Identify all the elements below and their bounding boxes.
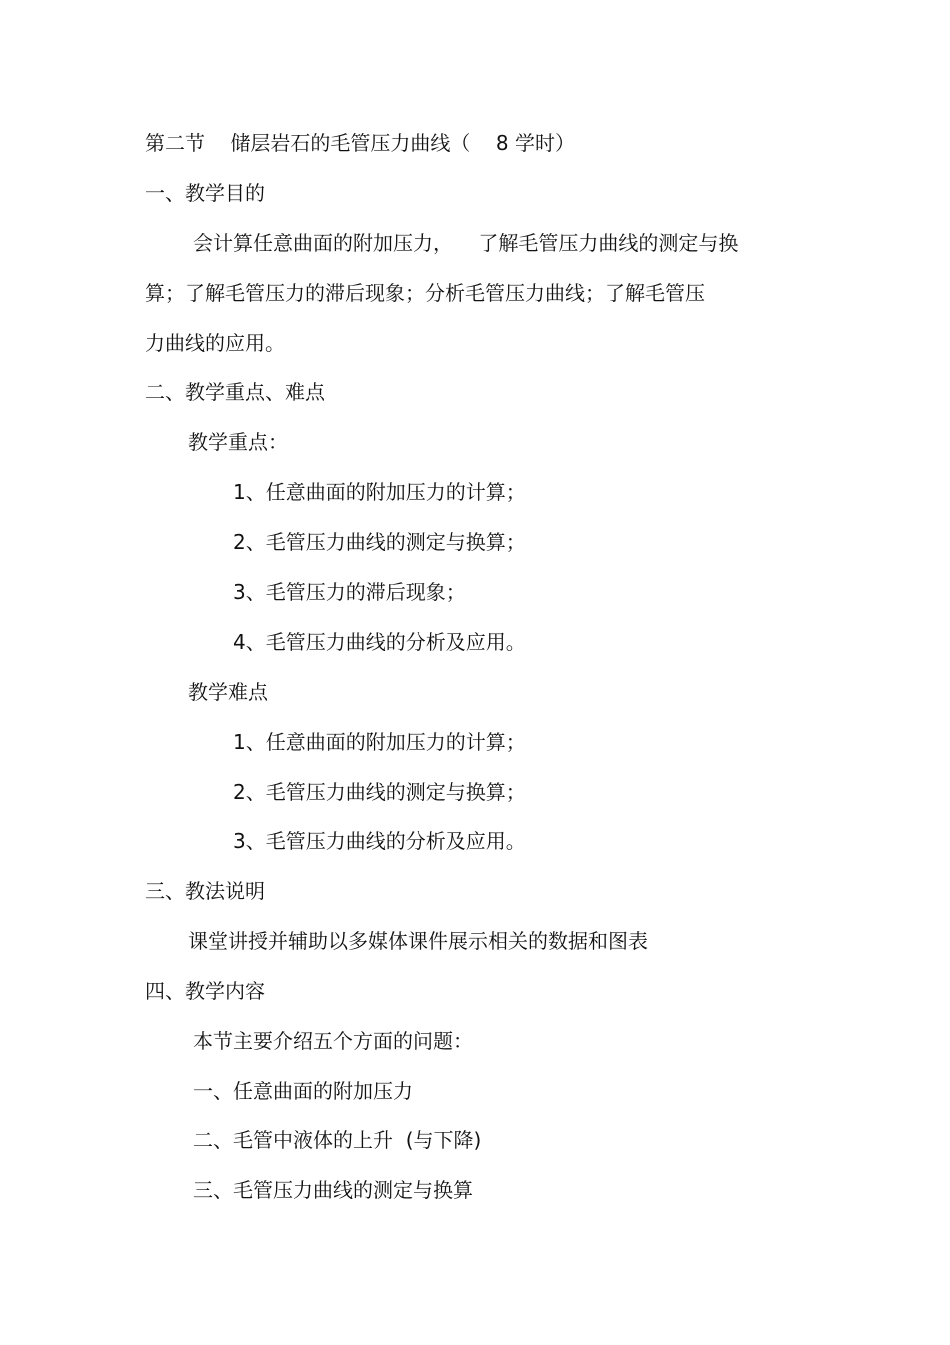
section-heading-content: 四、教学内容 xyxy=(145,979,265,1003)
difficult-point-item: 3、毛管压力曲线的分析及应用。 xyxy=(233,829,526,853)
key-point-item: 2、毛管压力曲线的测定与换算； xyxy=(233,530,526,554)
content-item: 二、毛管中液体的上升 (与下降) xyxy=(193,1128,482,1152)
section-heading-method: 三、教法说明 xyxy=(145,879,265,903)
key-point-item: 3、毛管压力的滞后现象； xyxy=(233,580,466,604)
section-heading-key-points: 二、教学重点、难点 xyxy=(145,380,325,404)
difficult-point-item: 1、任意曲面的附加压力的计算； xyxy=(233,730,526,754)
key-points-label: 教学重点： xyxy=(188,430,288,454)
key-point-item: 4、毛管压力曲线的分析及应用。 xyxy=(233,630,526,654)
key-point-item: 1、任意曲面的附加压力的计算； xyxy=(233,480,526,504)
section-heading-objectives: 一、教学目的 xyxy=(145,181,265,205)
objectives-paragraph-line: 会计算任意曲面的附加压力， 了解毛管压力曲线的测定与换 xyxy=(193,231,739,255)
content-item: 三、毛管压力曲线的测定与换算 xyxy=(193,1178,473,1202)
difficult-points-label: 教学难点 xyxy=(188,680,268,704)
page-title: 第二节 储层岩石的毛管压力曲线（ 8 学时） xyxy=(145,131,575,155)
objectives-paragraph-line: 力曲线的应用。 xyxy=(145,331,285,355)
content-intro: 本节主要介绍五个方面的问题： xyxy=(193,1029,473,1053)
method-text: 课堂讲授并辅助以多媒体课件展示相关的数据和图表 xyxy=(188,929,648,953)
content-item: 一、任意曲面的附加压力 xyxy=(193,1079,413,1103)
objectives-paragraph-line: 算；了解毛管压力的滞后现象；分析毛管压力曲线；了解毛管压 xyxy=(145,281,705,305)
difficult-point-item: 2、毛管压力曲线的测定与换算； xyxy=(233,780,526,804)
